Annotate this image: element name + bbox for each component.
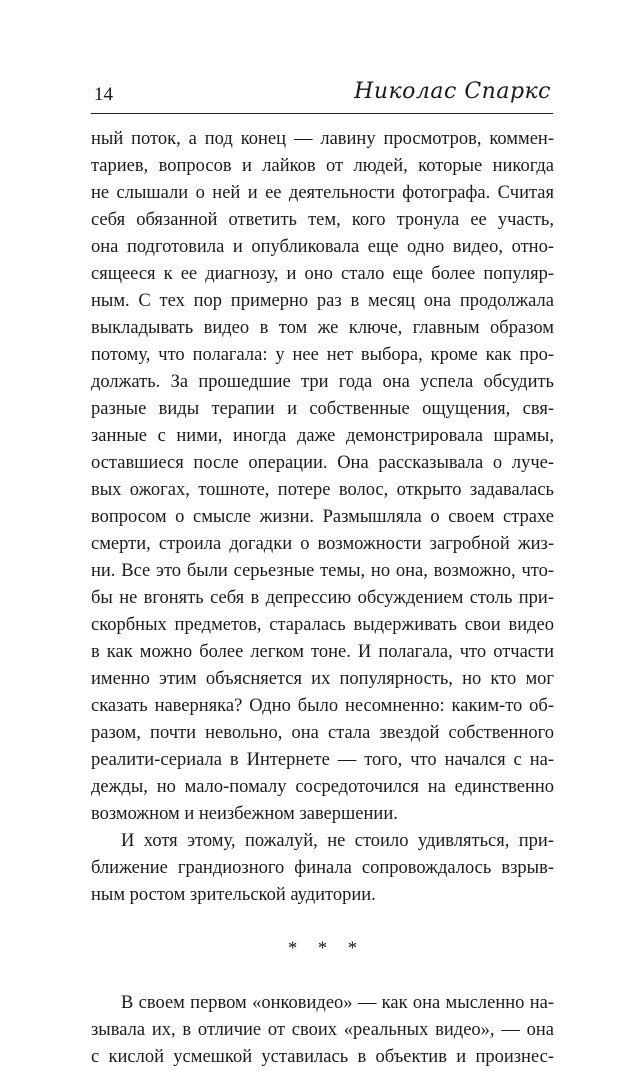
text-line: ным. С тех пор примерно раз в месяц она продолжала <box>91 291 554 311</box>
text-line: скорбных предметов, старалась выдерживать свои видео <box>91 615 554 635</box>
text-line: ным ростом зрительской аудитории. <box>91 885 376 905</box>
text-line: разные виды терапии и собственные ощущения, свя- <box>91 399 554 419</box>
text-line: В своем первом «онковидео» — как она мысленно на- <box>121 993 554 1013</box>
text-line: тариев, вопросов и лайков от людей, которые никогда <box>91 156 554 176</box>
text-line: выкладывать видео в том же ключе, главным образом <box>91 318 554 338</box>
body-text <box>91 126 554 1071</box>
text-line: оставшиеся после операции. Она рассказывала о луче- <box>91 453 554 473</box>
text-line: И хотя этому, пожалуй, не стоило удивляться, при- <box>121 831 554 851</box>
text-line: в как можно более легком тоне. И полагала, что отчасти <box>91 642 554 662</box>
text-line: ни. Все это были серьезные темы, но она, возможно, что- <box>91 561 554 581</box>
text-line: ближение грандиозного финала сопровождалось взрыв- <box>91 858 554 878</box>
page-number: 14 <box>94 84 113 105</box>
text-line: с кислой усмешкой уставилась в объектив и произнес- <box>91 1047 554 1067</box>
text-line: вопросом о смысле жизни. Размышляла о своем страхе <box>91 507 554 527</box>
paragraph <box>91 828 554 909</box>
text-line: возможном и неизбежном завершении. <box>91 804 398 824</box>
running-head-author: Николас Спаркс <box>354 79 551 104</box>
text-line: потому, что полагала: у нее нет выбора, кроме как про- <box>91 345 554 365</box>
text-line: разом, почти невольно, она стала звездой собственного <box>91 723 554 743</box>
text-line: сящееся к ее диагнозу, и оно стало еще более популяр- <box>91 264 554 284</box>
text-line: дежды, но мало-помалу сосредоточился на единственно <box>91 777 554 797</box>
text-line: себя обязанной ответить тем, кого тронула ее участь, <box>91 210 554 230</box>
text-line: сказать наверняка? Одно было несомненно: каким-то об- <box>91 696 554 716</box>
text-line: она подготовила и опубликовала еще одно видео, отно- <box>91 237 554 257</box>
section-separator: * * * <box>288 939 365 959</box>
paragraph <box>91 990 554 1071</box>
text-line: бы не вгонять себя в депрессию обсуждением столь при- <box>91 588 554 608</box>
text-line: занные с ними, иногда даже демонстрировала шрамы, <box>91 426 554 446</box>
text-line: ный поток, а под конец — лавину просмотров, коммен- <box>91 129 554 149</box>
text-line: не слышали о ней и ее деятельности фотографа. Считая <box>91 183 554 203</box>
text-line: должать. За прошедшие три года она успела обсудить <box>91 372 554 392</box>
text-line: реалити-сериала в Интернете — того, что начался с на- <box>91 750 554 770</box>
text-line: смерти, строила догадки о возможности загробной жиз- <box>91 534 554 554</box>
paragraph <box>91 126 554 828</box>
text-line: вых ожогах, тошноте, потере волос, открыто задавалась <box>91 480 554 500</box>
header-rule <box>91 113 553 114</box>
text-line: зывала их, в отличие от своих «реальных видео», — она <box>91 1020 554 1040</box>
text-line: именно этим объясняется их популярность, но кто мог <box>91 669 554 689</box>
